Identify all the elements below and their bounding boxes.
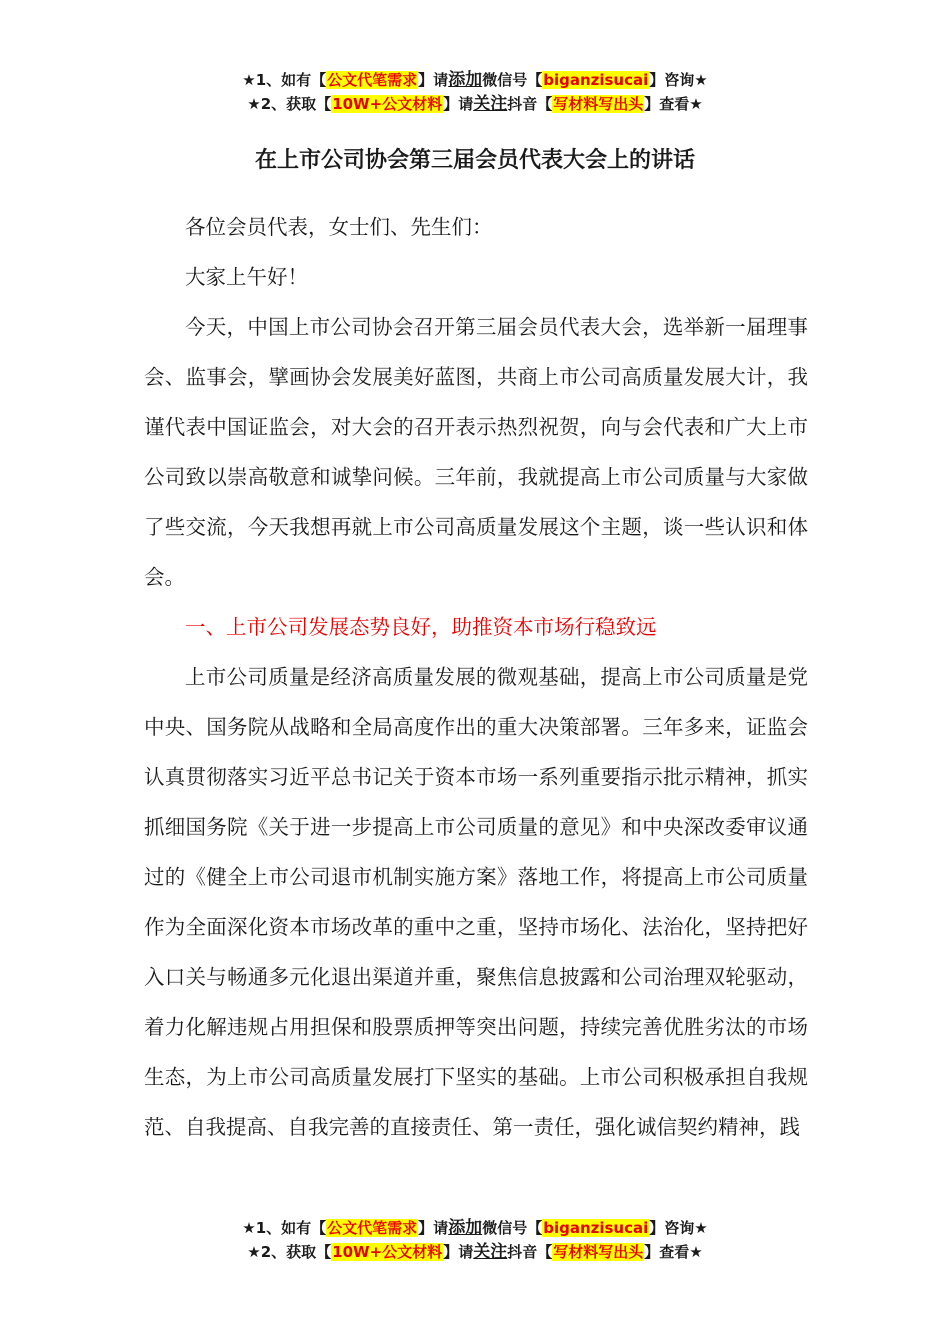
promo-text: 】请 [443,1243,474,1261]
promo-text: 抖音【 [507,95,553,113]
promo-text: ★1、如有【 [242,71,327,89]
promo-text: ★1、如有【 [242,1219,327,1237]
promo-text: ★2、获取【 [247,95,332,113]
promo-line-1 [0,68,950,92]
promo-underline: 添加 [448,1218,483,1238]
document-body [144,202,808,1152]
promo-text: 微信号【 [482,71,543,89]
greeting: 大家上午好！ [185,265,308,289]
promo-wechat-id: biganzisucai [543,1219,649,1237]
promo-underline: 关注 [473,1242,508,1262]
section-heading: 一、上市公司发展态势良好，助推资本市场行稳致远 [185,615,657,639]
promo-text: 】请 [418,1219,449,1237]
promo-text: 抖音【 [507,1243,553,1261]
promo-text: 微信号【 [482,1219,543,1237]
promo-highlight: 公文代笔需求 [327,71,418,89]
document-title: 在上市公司协会第三届会员代表大会上的讲话 [254,148,695,173]
promo-highlight: 公文代笔需求 [327,1219,418,1237]
salutation: 各位会员代表，女士们、先生们： [185,215,493,239]
promo-line-2 [0,1240,950,1264]
promo-text: 】咨询★ [649,1219,708,1237]
promo-text: 】咨询★ [649,71,708,89]
promo-banner-bottom [0,1216,950,1264]
promo-line-1 [0,1216,950,1240]
paragraph: 上市公司质量是经济高质量发展的微观基础，提高上市公司质量是党中央、国务院从战略和全局高度作出的重大决策部署。三年多来，证监会认真贯彻落实习近平总书记关于资本市场一系列重要指示批示精神，抓实抓细国务院《关于进一步提高上市公司质量的意见》和中央深改委审议通过的《健全上市公司退市机制实施方案》落地工作，将提高上市公司质量作为全面深化资本市场改革的重中之重，坚持市场化、法治化，坚持把好入口关与畅通多元化退出渠道并重，聚焦信息披露和公司治理双轮驱动，着力化解违规占用担保和股票质押等突出问题，持续完善优胜劣汰的市场生态，为上市公司高质量发展打下坚实的基础。上市公司积极承担自我规范、自我提高、自我完善的直接责任、第一责任，强化诚信契约精神，践 [144,665,808,1139]
promo-douyin-id: 写材料写出头 [553,95,644,113]
promo-text: 】请 [443,95,474,113]
promo-underline: 关注 [473,94,508,114]
promo-line-2 [0,92,950,116]
promo-banner-top [0,68,950,116]
promo-underline: 添加 [448,70,483,90]
promo-wechat-id: biganzisucai [543,71,649,89]
promo-text: 】查看★ [644,1243,703,1261]
promo-douyin-id: 写材料写出头 [553,1243,644,1261]
promo-text: 】请 [418,71,449,89]
promo-text: 】查看★ [644,95,703,113]
promo-highlight: 10W+公文材料 [332,95,443,113]
paragraph: 今天，中国上市公司协会召开第三届会员代表大会，选举新一届理事会、监事会，擘画协会发展美好蓝图，共商上市公司高质量发展大计，我谨代表中国证监会，对大会的召开表示热烈祝贺，向与会代表和广大上市公司致以崇高敬意和诚挚问候。三年前，我就提高上市公司质量与大家做了些交流，今天我想再就上市公司高质量发展这个主题，谈一些认识和体会。 [144,315,808,589]
promo-text: ★2、获取【 [247,1243,332,1261]
promo-highlight: 10W+公文材料 [332,1243,443,1261]
